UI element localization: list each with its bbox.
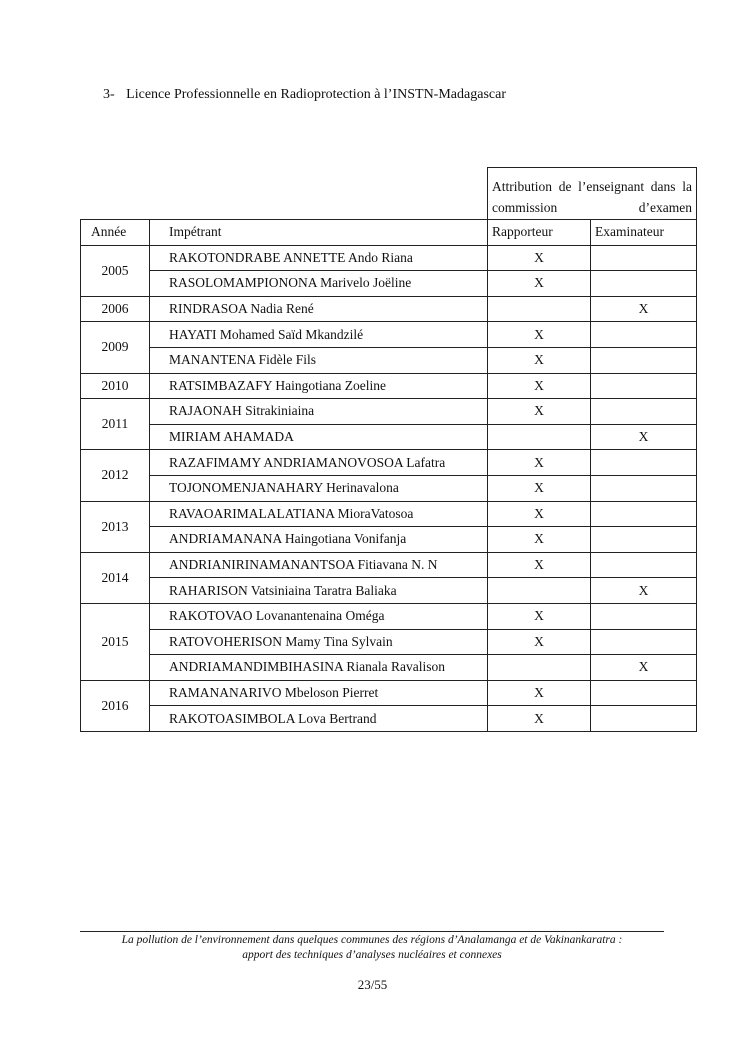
- year-cell: 2010: [81, 373, 150, 399]
- candidate-name-cell: ANDRIAMANANA Haingotiana Vonifanja: [150, 527, 488, 553]
- examinateur-cell: [591, 271, 697, 297]
- year-cell: 2016: [81, 680, 150, 731]
- candidate-name-cell: MIRIAM AHAMADA: [150, 424, 488, 450]
- examinateur-cell: [591, 680, 697, 706]
- candidate-name-cell: TOJONOMENJANAHARY Herinavalona: [150, 475, 488, 501]
- year-cell: 2013: [81, 501, 150, 552]
- candidate-name-cell: RAZAFIMAMY ANDRIAMANOVOSOA Lafatra: [150, 450, 488, 476]
- year-cell: 2011: [81, 399, 150, 450]
- candidate-name-cell: RAKOTONDRABE ANNETTE Ando Riana: [150, 245, 488, 271]
- table-row: [81, 450, 697, 476]
- rapporteur-cell: X: [488, 527, 591, 553]
- candidate-name-cell: ANDRIAMANDIMBIHASINA Rianala Ravalison: [150, 655, 488, 681]
- examinateur-cell: [591, 527, 697, 553]
- table-row: [81, 655, 697, 681]
- table-row: [81, 603, 697, 629]
- footer-line-2: apport des techniques d’analyses nucléaires et connexes: [242, 949, 502, 961]
- table-row: [81, 501, 697, 527]
- section-title: Licence Professionnelle en Radioprotection à l’INSTN-Madagascar: [126, 87, 506, 102]
- candidate-name-cell: HAYATI Mohamed Saïd Mkandzilé: [150, 322, 488, 348]
- table-row: [81, 399, 697, 425]
- year-cell: 2006: [81, 296, 150, 322]
- rapporteur-cell: [488, 655, 591, 681]
- examinateur-cell: [591, 501, 697, 527]
- candidate-name-cell: RINDRASOA Nadia René: [150, 296, 488, 322]
- candidate-name-cell: RASOLOMAMPIONONA Marivelo Joëline: [150, 271, 488, 297]
- examinateur-cell: X: [591, 424, 697, 450]
- rapporteur-cell: [488, 578, 591, 604]
- candidate-name-cell: RAKOTOVAO Lovanantenaina Oméga: [150, 603, 488, 629]
- rapporteur-cell: X: [488, 552, 591, 578]
- examinateur-cell: [591, 373, 697, 399]
- rapporteur-cell: X: [488, 680, 591, 706]
- year-cell: 2014: [81, 552, 150, 603]
- candidate-name-cell: ANDRIANIRINAMANANTSOA Fitiavana N. N: [150, 552, 488, 578]
- examinateur-cell: [591, 603, 697, 629]
- rapporteur-cell: X: [488, 322, 591, 348]
- column-header-year: Année: [81, 220, 150, 246]
- table-row: [81, 475, 697, 501]
- table-row: [81, 552, 697, 578]
- table-row: [81, 424, 697, 450]
- candidate-name-cell: MANANTENA Fidèle Fils: [150, 347, 488, 373]
- table-row: [81, 527, 697, 553]
- footer-line-1: La pollution de l’environnement dans quelques communes des régions d’Analamanga et de Vakinankaratra :: [121, 934, 623, 946]
- examinateur-cell: [591, 475, 697, 501]
- table-row: [81, 271, 697, 297]
- footer-caption: [80, 933, 664, 963]
- table-group-header: Attribution de l’enseignant dans la commission d’examen: [488, 168, 697, 220]
- table-row: [81, 629, 697, 655]
- table-row: [81, 373, 697, 399]
- table-row: [81, 347, 697, 373]
- examinateur-cell: X: [591, 296, 697, 322]
- rapporteur-cell: X: [488, 475, 591, 501]
- rapporteur-cell: X: [488, 347, 591, 373]
- rapporteur-cell: [488, 424, 591, 450]
- table-row: [81, 578, 697, 604]
- examinateur-cell: [591, 706, 697, 732]
- table-row: [81, 245, 697, 271]
- table-row: [81, 296, 697, 322]
- table-row: [81, 680, 697, 706]
- section-number: 3-: [103, 87, 115, 102]
- candidate-name-cell: RAHARISON Vatsiniaina Taratra Baliaka: [150, 578, 488, 604]
- table-group-header-row: [81, 168, 697, 220]
- examinateur-cell: [591, 450, 697, 476]
- table-header-row: [81, 220, 697, 246]
- examinateur-cell: [591, 322, 697, 348]
- candidate-name-cell: RAMANANARIVO Mbeloson Pierret: [150, 680, 488, 706]
- candidate-name-cell: RAVAOARIMALALATIANA MioraVatosoa: [150, 501, 488, 527]
- column-header-rapporteur: Rapporteur: [488, 220, 591, 246]
- rapporteur-cell: X: [488, 399, 591, 425]
- year-cell: 2012: [81, 450, 150, 501]
- candidates-table: [80, 167, 697, 732]
- candidate-name-cell: RAJAONAH Sitrakiniaina: [150, 399, 488, 425]
- examinateur-cell: [591, 552, 697, 578]
- year-cell: 2015: [81, 603, 150, 680]
- year-cell: 2009: [81, 322, 150, 373]
- rapporteur-cell: X: [488, 603, 591, 629]
- table-row: [81, 322, 697, 348]
- rapporteur-cell: X: [488, 450, 591, 476]
- rapporteur-cell: X: [488, 629, 591, 655]
- rapporteur-cell: X: [488, 706, 591, 732]
- examinateur-cell: X: [591, 578, 697, 604]
- rapporteur-cell: X: [488, 373, 591, 399]
- candidate-name-cell: RAKOTOASIMBOLA Lova Bertrand: [150, 706, 488, 732]
- rapporteur-cell: X: [488, 501, 591, 527]
- examinateur-cell: [591, 399, 697, 425]
- rapporteur-cell: X: [488, 245, 591, 271]
- rapporteur-cell: X: [488, 271, 591, 297]
- column-header-name: Impétrant: [150, 220, 488, 246]
- candidate-name-cell: RATOVOHERISON Mamy Tina Sylvain: [150, 629, 488, 655]
- table-blank-corner: [81, 168, 488, 220]
- examinateur-cell: [591, 629, 697, 655]
- footer-divider: [80, 931, 664, 932]
- examinateur-cell: [591, 347, 697, 373]
- table-row: [81, 706, 697, 732]
- examinateur-cell: [591, 245, 697, 271]
- section-heading: [103, 87, 506, 103]
- page-number: 23/55: [357, 977, 388, 992]
- year-cell: 2005: [81, 245, 150, 296]
- column-header-examinateur: Examinateur: [591, 220, 697, 246]
- rapporteur-cell: [488, 296, 591, 322]
- examinateur-cell: X: [591, 655, 697, 681]
- candidate-name-cell: RATSIMBAZAFY Haingotiana Zoeline: [150, 373, 488, 399]
